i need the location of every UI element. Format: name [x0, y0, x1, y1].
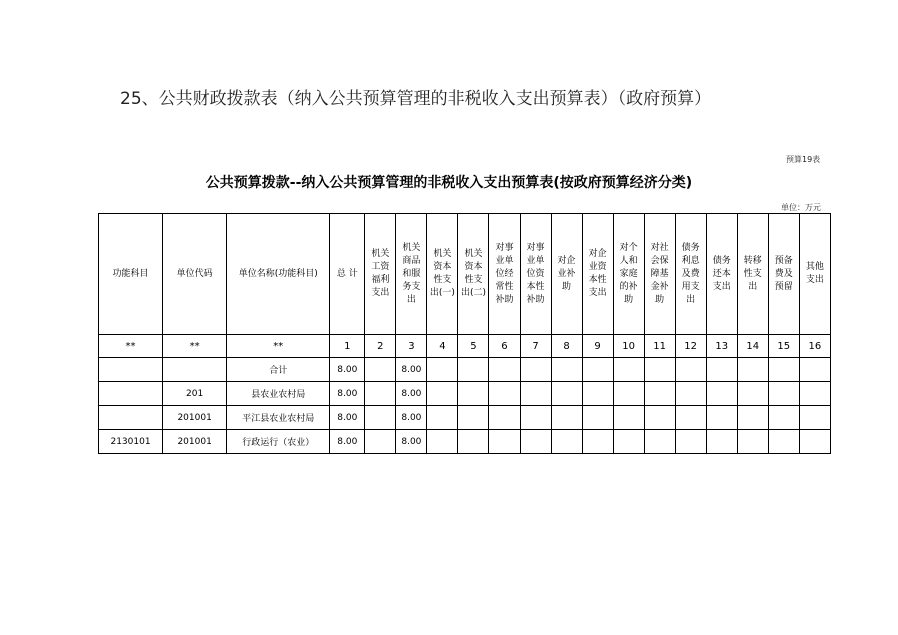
- table-cell: 平江县农业农村局: [227, 406, 330, 430]
- column-header: [227, 214, 330, 335]
- column-index-cell: **: [163, 335, 227, 358]
- table-cell: [582, 430, 613, 454]
- table-cell: [799, 406, 830, 430]
- table-cell: [675, 382, 706, 406]
- table-cell: 8.00: [396, 430, 427, 454]
- table-cell: [644, 358, 675, 382]
- column-header: [768, 214, 799, 335]
- table-cell: [706, 382, 737, 406]
- table-cell: [737, 430, 768, 454]
- table-cell: [706, 406, 737, 430]
- table-cell: [799, 358, 830, 382]
- table-cell: [582, 406, 613, 430]
- table-cell: [675, 430, 706, 454]
- table-row: [99, 382, 831, 406]
- column-index-row: [99, 335, 831, 358]
- table-cell: [613, 430, 644, 454]
- table-cell: [768, 406, 799, 430]
- table-cell: [644, 382, 675, 406]
- table-cell: [489, 430, 520, 454]
- table-row: [99, 430, 831, 454]
- column-index-cell: 2: [365, 335, 396, 358]
- table-cell: [163, 358, 227, 382]
- column-index-cell: 12: [675, 335, 706, 358]
- table-cell: [365, 430, 396, 454]
- table-cell: [706, 358, 737, 382]
- column-header: [458, 214, 489, 335]
- column-header-label: 债务还本支出: [712, 255, 731, 292]
- table-cell: [582, 382, 613, 406]
- table-cell: [365, 358, 396, 382]
- column-header-label: 机关工资福利支出: [371, 249, 390, 298]
- table-cell: [427, 406, 458, 430]
- table-cell: [489, 358, 520, 382]
- table-cell: [551, 430, 582, 454]
- column-index-cell: 3: [396, 335, 427, 358]
- column-header-label: 对社会保障基金补助: [650, 242, 669, 305]
- table-cell: [768, 358, 799, 382]
- column-index-cell: 4: [427, 335, 458, 358]
- column-header-label: 对事业单位资本性补助: [526, 242, 545, 305]
- form-number: 预算19表: [786, 155, 821, 164]
- table-cell: [737, 358, 768, 382]
- column-header-label: 单位名称(功能科目): [238, 268, 318, 279]
- column-index-cell: 16: [799, 335, 830, 358]
- table-cell: 201001: [163, 430, 227, 454]
- column-header: [799, 214, 830, 335]
- table-cell: [675, 406, 706, 430]
- table-cell: [427, 382, 458, 406]
- column-index-cell: 5: [458, 335, 489, 358]
- table-cell: 8.00: [330, 358, 365, 382]
- table-cell: 8.00: [330, 430, 365, 454]
- column-index-cell: **: [227, 335, 330, 358]
- table-cell: 8.00: [396, 406, 427, 430]
- table-cell: [613, 358, 644, 382]
- table-cell: [365, 406, 396, 430]
- table-cell: 8.00: [330, 382, 365, 406]
- table-cell: [489, 382, 520, 406]
- column-index-cell: 1: [330, 335, 365, 358]
- table-cell: [458, 382, 489, 406]
- column-header-label: 预备费及预留: [774, 255, 793, 292]
- table-cell: [799, 382, 830, 406]
- column-header: [330, 214, 365, 335]
- column-header: [675, 214, 706, 335]
- table-cell: [737, 406, 768, 430]
- table-cell: [799, 430, 830, 454]
- column-index-cell: 6: [489, 335, 520, 358]
- table-cell: [613, 382, 644, 406]
- table-row: [99, 358, 831, 382]
- column-index-cell: 8: [551, 335, 582, 358]
- table-cell: [768, 382, 799, 406]
- column-header-label: 对个人和家庭的补助: [619, 242, 638, 305]
- column-header-label: 对企业补助: [557, 255, 576, 292]
- table-cell: 8.00: [396, 382, 427, 406]
- table-title: 公共预算拨款--纳入公共预算管理的非税收入支出预算表(按政府预算经济分类): [205, 175, 693, 191]
- column-header: [489, 214, 520, 335]
- table-cell: 201001: [163, 406, 227, 430]
- table-body: [99, 358, 831, 454]
- table-cell: [458, 406, 489, 430]
- column-header-label: 机关资本性支出(二): [460, 249, 486, 298]
- column-index-cell: 9: [582, 335, 613, 358]
- table-row: [99, 406, 831, 430]
- table-cell: [768, 430, 799, 454]
- unit-label: 单位：万元: [781, 203, 821, 212]
- column-header-label: 机关商品和服务支出: [402, 242, 421, 305]
- column-index-cell: 14: [737, 335, 768, 358]
- table-cell: [675, 358, 706, 382]
- column-header-label: 债务利息及费用支出: [681, 242, 700, 305]
- table-cell: [365, 382, 396, 406]
- column-index-cell: 7: [520, 335, 551, 358]
- column-header: [99, 214, 163, 335]
- column-index-cell: 15: [768, 335, 799, 358]
- column-header-label: 对事业单位经常性补助: [495, 242, 514, 305]
- table-cell: [99, 358, 163, 382]
- column-header: [582, 214, 613, 335]
- column-header-label: 单位代码: [176, 268, 213, 279]
- column-header: [520, 214, 551, 335]
- table-cell: [551, 382, 582, 406]
- page-heading: 25、公共财政拨款表（纳入公共预算管理的非税收入支出预算表）（政府预算）: [120, 89, 712, 109]
- column-header-label: 功能科目: [112, 268, 149, 279]
- column-index-cell: 10: [613, 335, 644, 358]
- table-cell: 县农业农村局: [227, 382, 330, 406]
- table-cell: [551, 358, 582, 382]
- table-cell: [582, 358, 613, 382]
- table-cell: 8.00: [396, 358, 427, 382]
- table-cell: [520, 358, 551, 382]
- column-header: [644, 214, 675, 335]
- column-header: [551, 214, 582, 335]
- table-cell: 行政运行（农业）: [227, 430, 330, 454]
- table-cell: [520, 406, 551, 430]
- column-index-cell: **: [99, 335, 163, 358]
- column-header: [737, 214, 768, 335]
- column-header-label: 机关资本性支出(一): [429, 249, 455, 298]
- table-cell: [520, 430, 551, 454]
- table-cell: [489, 406, 520, 430]
- table-cell: 2130101: [99, 430, 163, 454]
- table-cell: [427, 430, 458, 454]
- table-cell: [99, 382, 163, 406]
- table-cell: [551, 406, 582, 430]
- column-index-cell: 11: [644, 335, 675, 358]
- table-cell: 201: [163, 382, 227, 406]
- column-header: [163, 214, 227, 335]
- column-header-label: 总 计: [336, 268, 358, 279]
- column-header: [706, 214, 737, 335]
- table-cell: [644, 406, 675, 430]
- table-cell: 8.00: [330, 406, 365, 430]
- column-header: [365, 214, 396, 335]
- table-cell: [99, 406, 163, 430]
- table-cell: [427, 358, 458, 382]
- column-header-label: 转移性支出: [743, 255, 762, 292]
- column-header: [613, 214, 644, 335]
- budget-table: [98, 213, 831, 454]
- table-cell: [737, 382, 768, 406]
- column-header: [427, 214, 458, 335]
- table-cell: [644, 430, 675, 454]
- table-cell: [458, 358, 489, 382]
- column-header: [396, 214, 427, 335]
- table-cell: [706, 430, 737, 454]
- column-index-cell: 13: [706, 335, 737, 358]
- table-cell: [520, 382, 551, 406]
- table-cell: 合计: [227, 358, 330, 382]
- header-row: [99, 214, 831, 335]
- table-cell: [458, 430, 489, 454]
- column-header-label: 其他支出: [805, 262, 824, 285]
- table-cell: [613, 406, 644, 430]
- column-header-label: 对企业资本性支出: [588, 249, 607, 298]
